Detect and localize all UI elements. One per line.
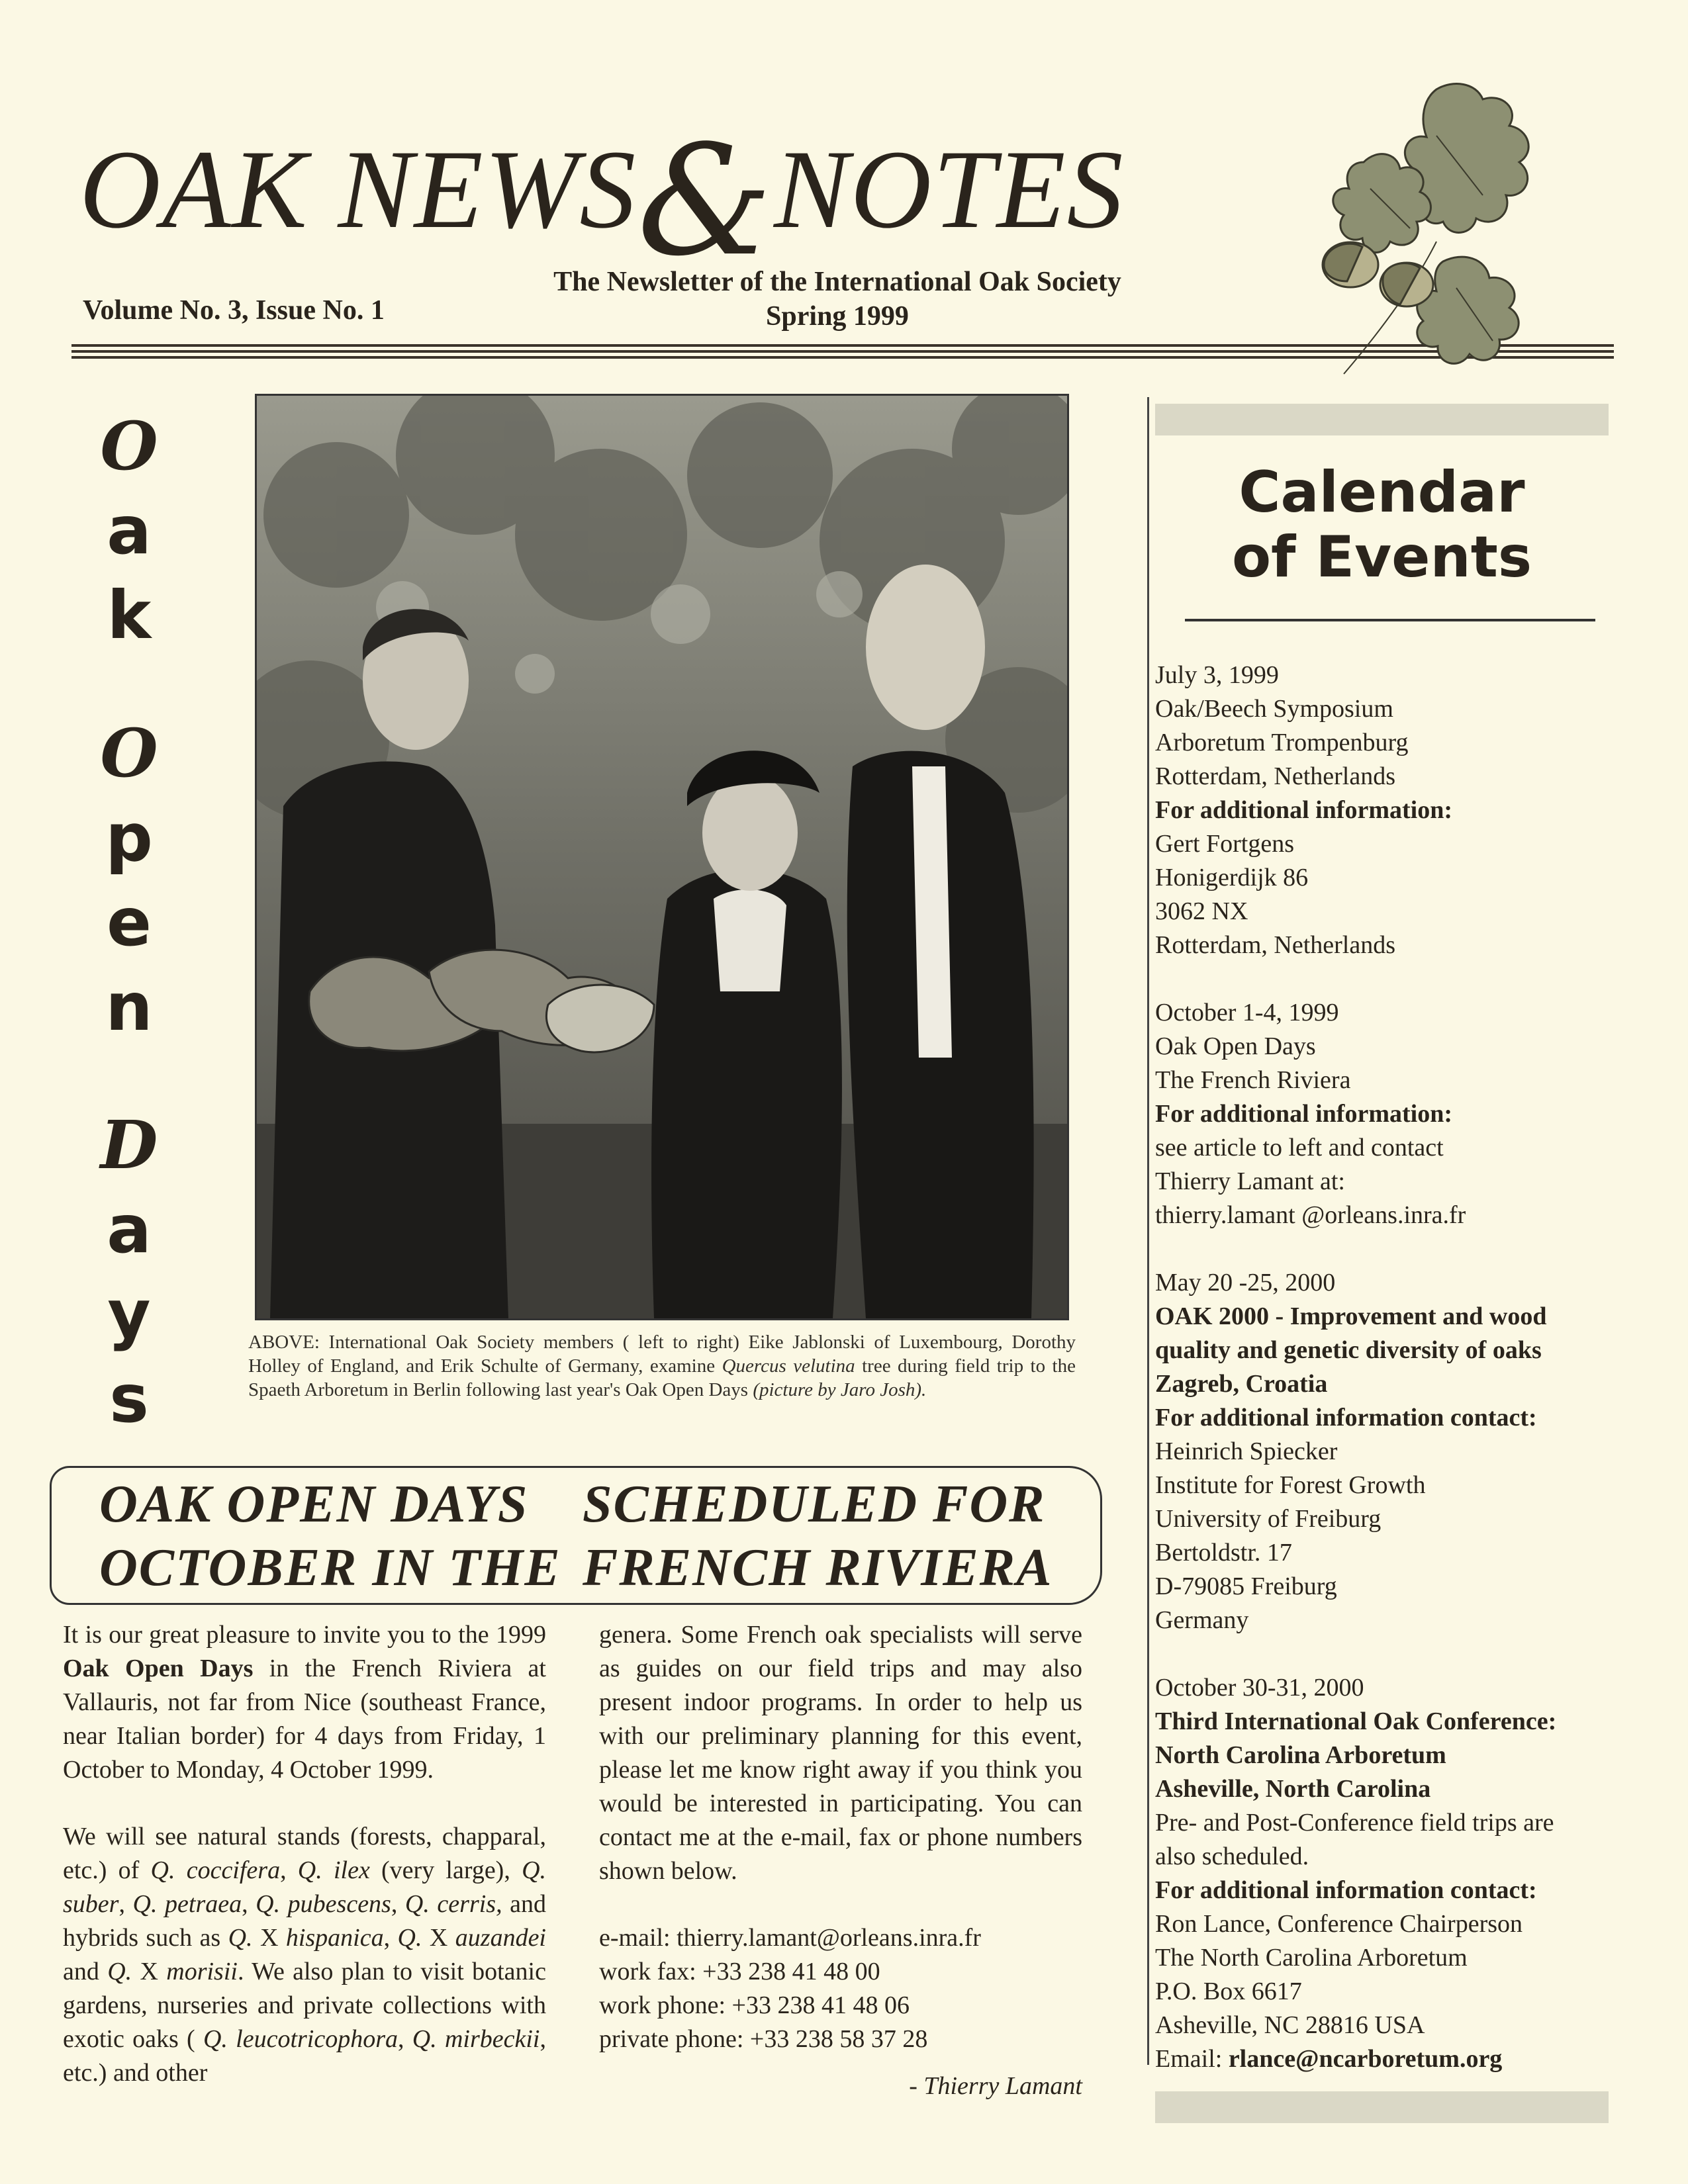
contact-fax: work fax: +33 238 41 48 00	[599, 1958, 880, 1985]
event-line: Zagreb, Croatia	[1155, 1370, 1328, 1398]
vertical-letter: a	[107, 492, 152, 569]
caption-credit: (picture by Jaro Josh).	[753, 1379, 927, 1400]
event-line: Institute for Forest Growth	[1155, 1471, 1426, 1499]
article-text: ,	[398, 2025, 412, 2053]
event-line: OAK 2000 - Improvement and wood	[1155, 1302, 1547, 1330]
species-name: Q. petraea	[132, 1890, 242, 1918]
vertical-letter: y	[107, 1275, 151, 1353]
event-line: Arboretum Trompenburg	[1155, 729, 1409, 756]
species-name: Q. suber	[63, 1856, 547, 1918]
newsletter-subtitle	[516, 265, 1158, 334]
article-column-1	[63, 1618, 546, 2123]
event-line: July 3, 1999	[1155, 661, 1279, 689]
species-name: Q.	[397, 1924, 422, 1952]
author-signature: - Thierry Lamant	[909, 2072, 1082, 2100]
article-text: , etc.) and other	[63, 2025, 546, 2087]
article-text: ,	[391, 1890, 405, 1918]
article-text: X	[132, 1958, 167, 1985]
calendar-event	[1155, 1266, 1612, 1637]
event-line: Rotterdam, Netherlands	[1155, 931, 1396, 959]
contact-private-phone: private phone: +33 238 58 37 28	[599, 2025, 928, 2053]
species-name: Q.	[228, 1924, 253, 1952]
species-name: hispanica	[285, 1924, 384, 1952]
headline-row	[99, 1536, 1092, 1600]
title-notes: NOTES	[774, 127, 1125, 251]
article-text: and	[63, 1958, 108, 1985]
vertical-word-days	[73, 1103, 185, 1441]
event-line: Third International Oak Conference:	[1155, 1707, 1557, 1735]
vertical-letter: O	[100, 714, 158, 792]
article-text: It is our great pleasure to invite you to the 1999	[63, 1621, 546, 1649]
article-text: ,	[383, 1924, 398, 1952]
subtitle-society: The Newsletter of the International Oak Society	[553, 267, 1121, 297]
article-text: in the French Riviera at Vallauris, not far from Nice (southeast France, near Italian border) for 4 days from Friday, 1 October to Monday, 4 October 1999.	[63, 1655, 546, 1784]
event-email: rlance@ncarboretum.org	[1228, 2045, 1503, 2073]
article-text: X	[252, 1924, 286, 1952]
vertical-letter: a	[107, 1191, 152, 1268]
article-text: ,	[118, 1890, 133, 1918]
calendar-title-line: of Events	[1231, 524, 1532, 590]
event-line: Honigerdijk 86	[1155, 864, 1309, 891]
event-line: October 1-4, 1999	[1155, 999, 1339, 1026]
article-paragraph-2-cont	[599, 1618, 1082, 1888]
event-line: Rotterdam, Netherlands	[1155, 762, 1396, 790]
vertical-letter: e	[107, 884, 152, 961]
event-line: Email: rlance@ncarboretum.org	[1155, 2045, 1503, 2073]
calendar-title	[1155, 460, 1609, 590]
event-line: Asheville, North Carolina	[1155, 1775, 1431, 1803]
photo-caption	[248, 1330, 1076, 1402]
calendar-rule	[1185, 619, 1595, 621]
photo-image	[257, 396, 1067, 1318]
species-name: Q. leucotricophora	[203, 2025, 399, 2053]
event-line: also scheduled.	[1155, 1843, 1309, 1870]
species-name: auzandei	[455, 1924, 546, 1952]
article-text: ,	[280, 1856, 298, 1884]
headline-part: SCHEDULED FOR	[583, 1475, 1046, 1533]
vertical-word-oak	[73, 404, 185, 658]
caption-text-cont: tree during field trip to the Spaeth Arboretum in Berlin following last year's Oak Open Days	[248, 1355, 1076, 1400]
vertical-word-open	[73, 711, 185, 1050]
event-line: North Carolina Arboretum	[1155, 1741, 1446, 1769]
vertical-letter: s	[109, 1360, 149, 1437]
article-text: and hybrids such as	[63, 1890, 547, 1952]
article-text: . We also plan to visit botanic gardens, nurseries and private collections with exotic oaks (	[63, 1958, 546, 2053]
event-line: Oak Open Days	[1155, 1032, 1316, 1060]
event-line: The French Riviera	[1155, 1066, 1351, 1094]
article-paragraph-1	[63, 1618, 546, 1787]
event-line: For additional information:	[1155, 796, 1452, 824]
vertical-letter: k	[107, 576, 152, 654]
article-text: genera. Some French oak specialists will serve as guides on our field trips and may also present indoor programs. In order to help us with our preliminary planning for this event, please let me know right away if you think you would be interested in participating. You can contact me at the e-mail, fax or phone numbers shown below.	[599, 1621, 1082, 1885]
vertical-letter: O	[100, 407, 158, 485]
calendar-events	[1155, 659, 1612, 2110]
calendar-top-bar	[1155, 404, 1609, 435]
species-name: Q. cerris,	[404, 1890, 502, 1918]
event-line: Pre- and Post-Conference field trips are	[1155, 1809, 1554, 1837]
species-name: Q.	[107, 1958, 132, 1985]
vertical-title-oak-open-days	[73, 404, 185, 1441]
calendar-event	[1155, 659, 1612, 962]
event-line: Gert Fortgens	[1155, 830, 1295, 858]
species-name: morisii	[166, 1958, 238, 1985]
article-paragraph-2	[63, 1820, 546, 2090]
species-name: Q. pubescens	[256, 1890, 391, 1918]
event-line: The North Carolina Arboretum	[1155, 1944, 1468, 1972]
species-name: Q. ilex	[297, 1856, 370, 1884]
headline-part: OCTOBER IN THE	[99, 1539, 561, 1597]
headline-part: FRENCH RIVIERA	[583, 1539, 1053, 1597]
field-trip-photo	[255, 394, 1069, 1320]
article-text: ,	[242, 1890, 256, 1918]
caption-text: ABOVE: International Oak Society members ( left to right) Eike Jablonski of Luxembourg, Dorothy Holley of England, and Erik Schulte of Germany, examine	[248, 1332, 1076, 1377]
headline-part: OAK OPEN DAYS	[99, 1475, 529, 1533]
event-line: For additional information contact:	[1155, 1404, 1537, 1432]
event-line: D-79085 Freiburg	[1155, 1572, 1337, 1600]
event-line: Heinrich Spiecker	[1155, 1437, 1338, 1465]
species-name: Q. coccifera	[150, 1856, 281, 1884]
caption-species: Quercus velutina	[722, 1355, 855, 1377]
contact-work-phone: work phone: +33 238 41 48 06	[599, 1991, 910, 2019]
vertical-letter: n	[105, 968, 153, 1046]
event-line: thierry.lamant @orleans.inra.fr	[1155, 1201, 1466, 1229]
vertical-letter: p	[105, 799, 153, 876]
contact-block	[599, 1921, 1082, 2103]
calendar-bottom-bar	[1155, 2091, 1609, 2123]
event-line: University of Freiburg	[1155, 1505, 1382, 1533]
article-column-2	[599, 1618, 1082, 2103]
event-line: Germany	[1155, 1606, 1249, 1634]
article-text: We will see natural stands (forests, chapparal, etc.) of	[63, 1823, 546, 1884]
event-line: Asheville, NC 28816 USA	[1155, 2011, 1425, 2039]
article-text: (very large),	[369, 1856, 522, 1884]
headline-row	[99, 1473, 1092, 1536]
event-line: Ron Lance, Conference Chairperson	[1155, 1910, 1523, 1938]
calendar-event	[1155, 1671, 1612, 2076]
title-ampersand: &	[637, 113, 774, 290]
event-line: October 30-31, 2000	[1155, 1674, 1364, 1702]
event-line: Bertoldstr. 17	[1155, 1539, 1292, 1567]
title-oak-news: OAK NEWS	[79, 127, 637, 251]
species-name: Q. mirbeckii	[412, 2025, 540, 2053]
event-line: 3062 NX	[1155, 897, 1248, 925]
article-headline	[99, 1473, 1092, 1600]
event-line: Oak/Beech Symposium	[1155, 695, 1393, 723]
event-line: quality and genetic diversity of oaks	[1155, 1336, 1542, 1364]
event-name: Oak Open Days	[63, 1655, 254, 1682]
calendar-title-line: Calendar	[1239, 459, 1525, 525]
event-line: For additional information contact:	[1155, 1876, 1537, 1904]
calendar-event	[1155, 996, 1612, 1232]
event-line: Thierry Lamant at:	[1155, 1167, 1345, 1195]
volume-issue: Volume No. 3, Issue No. 1	[83, 295, 385, 326]
oak-leaf-acorn-icon	[1284, 63, 1562, 381]
article-text: X	[422, 1924, 455, 1952]
vertical-letter: D	[100, 1106, 158, 1184]
event-line: see article to left and contact	[1155, 1134, 1444, 1161]
contact-email: e-mail: thierry.lamant@orleans.inra.fr	[599, 1924, 981, 1952]
subtitle-season: Spring 1999	[766, 301, 909, 332]
calendar-divider	[1147, 397, 1149, 2065]
event-line: For additional information:	[1155, 1100, 1452, 1128]
event-line: May 20 -25, 2000	[1155, 1269, 1336, 1297]
event-line: P.O. Box 6617	[1155, 1978, 1302, 2005]
